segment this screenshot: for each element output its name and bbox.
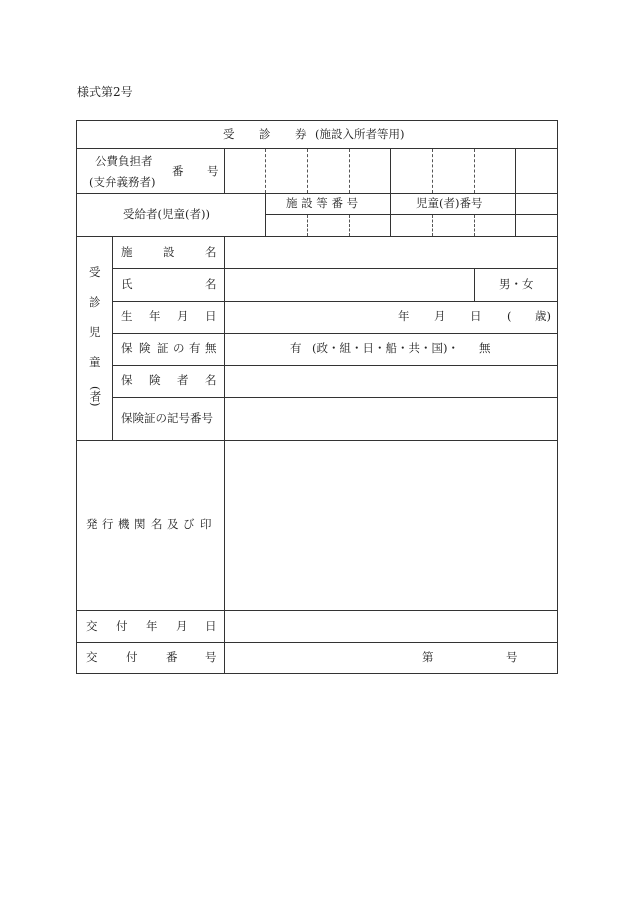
- form-number: 様式第2号: [77, 85, 133, 99]
- recipient-label: 受給者(児童(者)): [123, 207, 210, 221]
- insurance-id-label: 保険証の記号番号: [121, 411, 213, 425]
- payer-label-line1: 公費負担者: [95, 154, 153, 168]
- facility-number-label: 施 設 等 番 号: [286, 196, 359, 210]
- form-title-sub: (施設入所者等用): [315, 127, 405, 141]
- child-number-label: 児童(者)番号: [416, 196, 483, 210]
- payer-label-line2: (支弁義務者): [89, 175, 156, 189]
- sex-options: 男・女: [499, 277, 534, 291]
- payer-number-label: 番: [172, 164, 184, 178]
